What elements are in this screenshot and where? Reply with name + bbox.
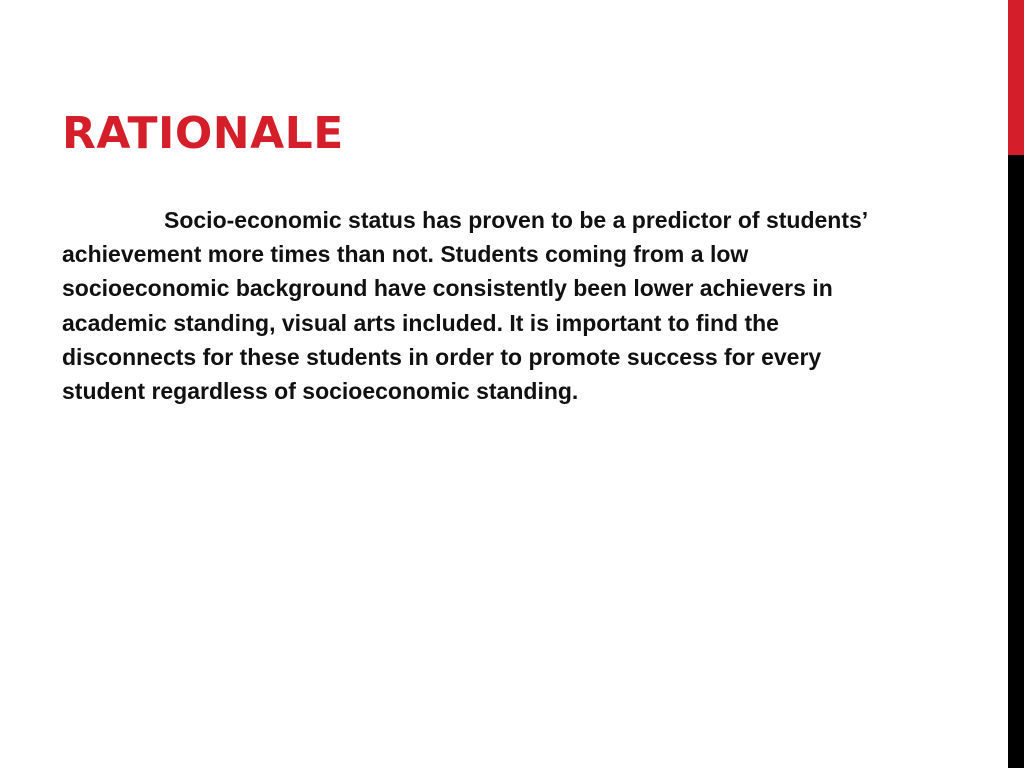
accent-bar-black [1008, 155, 1024, 768]
slide-title: RATIONALE [62, 108, 344, 159]
slide-body-text: Socio-economic status has proven to be a predictor of students’ achievement more times than not. Students coming from a low socioeconomic background have consistently been lower achievers in academic standing, visual arts included. It is important to find the disconnects for these students in order to promote success for every student regardless of socioeconomic standing. [62, 207, 867, 405]
accent-bar-red [1008, 0, 1024, 155]
